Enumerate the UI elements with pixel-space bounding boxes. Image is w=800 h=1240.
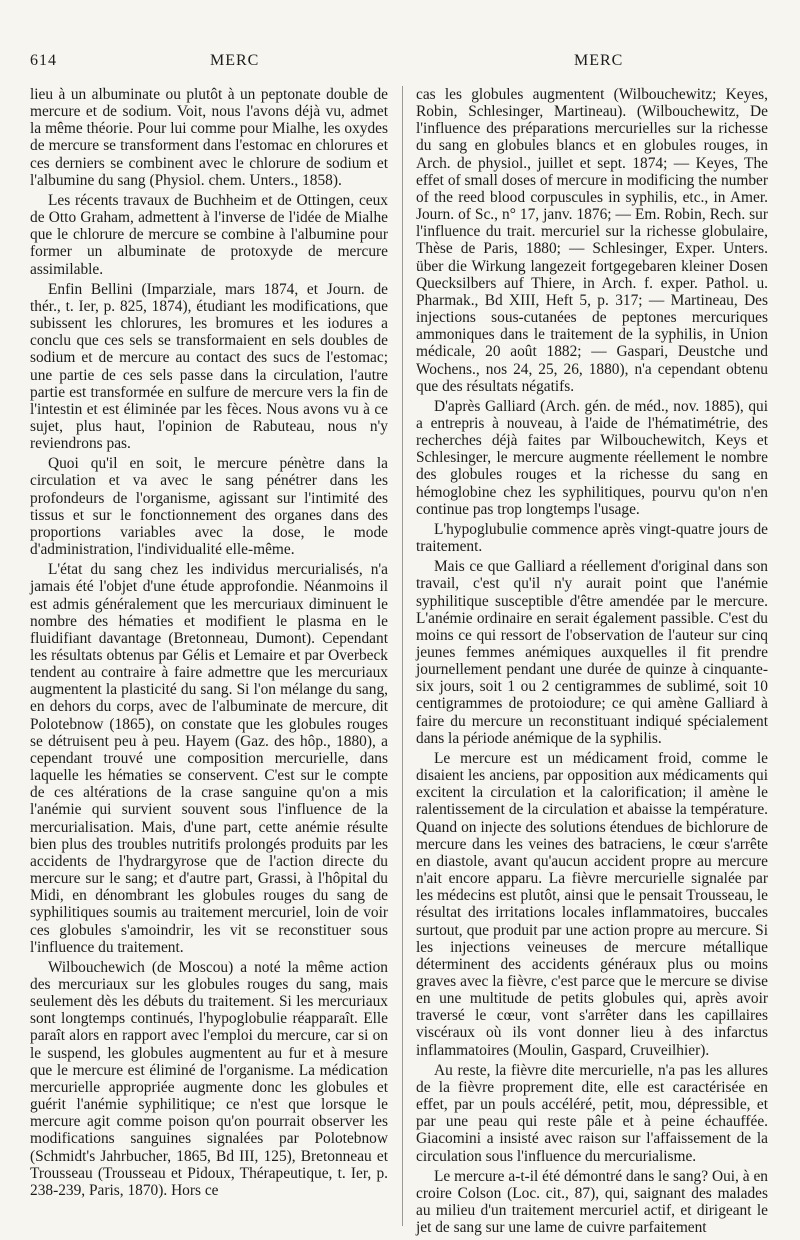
paragraph: lieu à un albuminate ou plutôt à un peptonate double de mercure et de sodium. Voit, nous l'avons déjà vu, admet la même théorie. Pour lui comme pour Mialhe, les oxydes de mercure se transforment dans l'estomac en chlorures et ces derniers se combinent avec le chlorure de sodium et l'albumine du sang (Physiol. chem. Unters., 1858). — [30, 86, 388, 189]
paragraph: Enfin Bellini (Imparziale, mars 1874, et Journ. de thér., t. Ier, p. 825, 1874), étudiant les modifications, que subissent les chlorures, les bromures et les iodures a conclu que ces sels se transformaient en sels doubles de sodium et de mercure au contact des sucs de l'estomac; une partie de ces sels passe dans la circulation, l'autre partie est transformée en sulfure de mercure vers la fin de l'intestin et est éliminée par les fèces. Nous avons vu à ce sujet, plus haut, l'opinion de Rabuteau, nous n'y reviendrons pas. — [30, 280, 388, 453]
paragraph: Mais ce que Galliard a réellement d'original dans son travail, c'est qu'il n'y aurait point que l'anémie syphilitique susceptible d'être amendée par le mercure. L'anémie ordinaire en serait également passible. C'est du moins ce qui ressort de l'observation de l'auteur sur cinq jeunes femmes anémiques auxquelles il fit prendre journellement pendant une durée de quinze à cinquante-six jours, soit 1 ou 2 centigrammes de sublimé, soit 10 centigrammes de protoiodure; ce qui amène Galliard à faire du mercure un reconstituant indiqué spécialement dans la période anémique de la syphilis. — [416, 558, 768, 747]
paragraph: Quoi qu'il en soit, le mercure pénètre dans la circulation et va avec le sang pénétrer dans les profondeurs de l'organisme, agissant sur l'intimité des tissus et sur le fonctionnement des organes dans des proportions variables avec la dose, le mode d'administration, l'individualité elle-même. — [30, 455, 388, 559]
left-column — [30, 86, 388, 1226]
paragraph: D'après Galliard (Arch. gén. de méd., nov. 1885), qui a entrepris à nouveau, à l'aide de l'hématimétrie, des recherches déjà faites par Wilbouchewitch, Keys et Schlesinger, le mercure augmente réellement le nombre des globules rouges et la richesse du sang en hémoglobine chez les syphilitiques, pourvu qu'on n'en continue pas trop longtemps l'usage. — [416, 397, 768, 518]
running-head-right: MERC — [574, 52, 624, 69]
paragraph: Les récents travaux de Buchheim et de Ottingen, ceux de Otto Graham, admettent à l'inverse de l'idée de Mialhe que le chlorure de mercure se combine à l'albumine pour former un albuminate de protoxyde de mercure assimilable. — [30, 191, 388, 278]
page-header — [0, 52, 800, 74]
paragraph: Le mercure a-t-il été démontré dans le sang? Oui, à en croire Colson (Loc. cit., 87), qui, saignant des malades au milieu d'un traitement mercuriel actif, et dirigeant le jet de sang sur une lame de cuivre parfaitement — [416, 1167, 768, 1237]
paragraph: Au reste, la fièvre dite mercurielle, n'a pas les allures de la fièvre proprement dite, elle est caractérisée en effet, par un pouls accéléré, petit, mou, dépressible, et par une peau qui reste pâle et à peine échauffée. Giacomini a insisté avec raison sur l'affaissement de la circulation sous l'influence du mercurialisme. — [416, 1061, 768, 1165]
paragraph: Le mercure est un médicament froid, comme le disaient les anciens, par opposition aux médicaments qui excitent la circulation et la calorification; il amène le ralentissement de la circulation et abaisse la température. Quand on injecte des solutions étendues de bichlorure de mercure dans les veines des batraciens, le cœur s'arrête en diastole, avant qu'aucun accident propre au mercure n'ait encore apparu. La fièvre mercurielle signalée par les médecins est plutôt, ainsi que le pensait Trousseau, le résultat des irritations locales inflammatoires, buccales surtout, que produit par une action propre au mercure. Si les injections veineuses de mercure métallique déterminent des accidents généraux plus ou moins graves avec la fièvre, c'est parce que le mercure se divise en une multitude de petits globules qui, après avoir traversé le cœur, vont s'arrêter dans les capillaires viscéraux où ils vont donner lieu à des infarctus inflammatoires (Moulin, Gaspard, Cruveilhier). — [416, 749, 768, 1059]
column-divider — [402, 86, 403, 1226]
paragraph: L'état du sang chez les individus mercurialisés, n'a jamais été l'objet d'une étude approfondie. Néanmoins il est admis généralement que les mercuriaux diminuent le nombre des hématies et modifient le plasma en le fluidifiant davantage (Bretonneau, Dumont). Cependant les résultats obtenus par Gélis et Lemaire et par Overbeck tendent au contraire à faire admettre que les mercuriaux augmentent la plasticité du sang. Si l'on mélange du sang, en dehors du corps, avec de l'albuminate de mercure, dit Polotebnow (1865), on constate que les globules rouges se détruisent peu à peu. Hayem (Gaz. des hôp., 1880), a cependant trouvé une composition mercurielle, dans laquelle les hématies se conservent. C'est sur le compte de ces altérations de la crase sanguine qu'on a mis l'anémie qui survient souvent sous l'influence de la mercurialisation. Mais, d'une part, cette anémie résulte bien plus des troubles nutritifs prolongés produits par les accidents de l'hydrargyrose que de l'action directe du mercure sur le sang; et d'autre part, Grassi, à l'hôpital du Midi, en dénombrant les globules rouges du sang de syphilitiques soumis au traitement mercuriel, loin de voir ces globules s'amoindrir, les vit se reconstituer sous l'influence du traitement. — [30, 561, 388, 956]
running-head-left: MERC — [210, 52, 260, 69]
right-column — [416, 86, 768, 1237]
paragraph: Wilbouchewich (de Moscou) a noté la même action des mercuriaux sur les globules rouges du sang, mais seulement dès les débuts du traitement. Si les mercuriaux sont longtemps continués, l'hypoglobulie réapparaît. Elle paraît alors en rapport avec l'emploi du mercure, car si on le suspend, les globules augmentent au fur et à mesure que le mercure est éliminé de l'organisme. La médication mercurielle appropriée augmente donc les globules et guérit l'anémie syphilitique; ce n'est que lorsque le mercure agit comme poison qu'on pourrait observer les modifications sanguines signalées par Polotebnow (Schmidt's Jahrbucher, 1865, Bd III, 125), Bretonneau et Trousseau (Trousseau et Pidoux, Thérapeutique, t. Ier, p. 238-239, Paris, 1870). Hors ce — [30, 958, 388, 1199]
page-number: 614 — [30, 52, 57, 69]
paragraph: cas les globules augmentent (Wilbouchewitz; Keyes, Robin, Schlesinger, Martineau). (Wilbouchewitz, De l'influence des préparations mercurielles sur la richesse du sang en globules blancs et en globules rouges, in Arch. de physiol., juillet et sept. 1874; — Keyes, The effet of small doses of mercure in modificing the number of the reed blood corpuscules in syphilis, etc., in Amer. Journ. of Sc., n° 17, janv. 1876; — Em. Robin, Rech. sur l'influence du trait. mercuriel sur la richesse globulaire, Thèse de Paris, 1880; — Schlesinger, Exper. Unters. über die Wirkung langezeit fortgegebaren kleiner Dosen Quecksilbers auf Thiere, in Arch. f. exper. Pathol. u. Pharmak., Bd XIII, Heft 5, p. 317; — Martineau, Des injections sous-cutanées de peptones mercuriques ammoniques dans le traitement de la syphilis, in Union médicale, 20 août 1882; — Gaspari, Deustche und Wochens., nos 24, 25, 26, 1880), n'a cependant obtenu que des résultats négatifs. — [416, 86, 768, 395]
paragraph: L'hypoglubulie commence après vingt-quatre jours de traitement. — [416, 520, 768, 556]
